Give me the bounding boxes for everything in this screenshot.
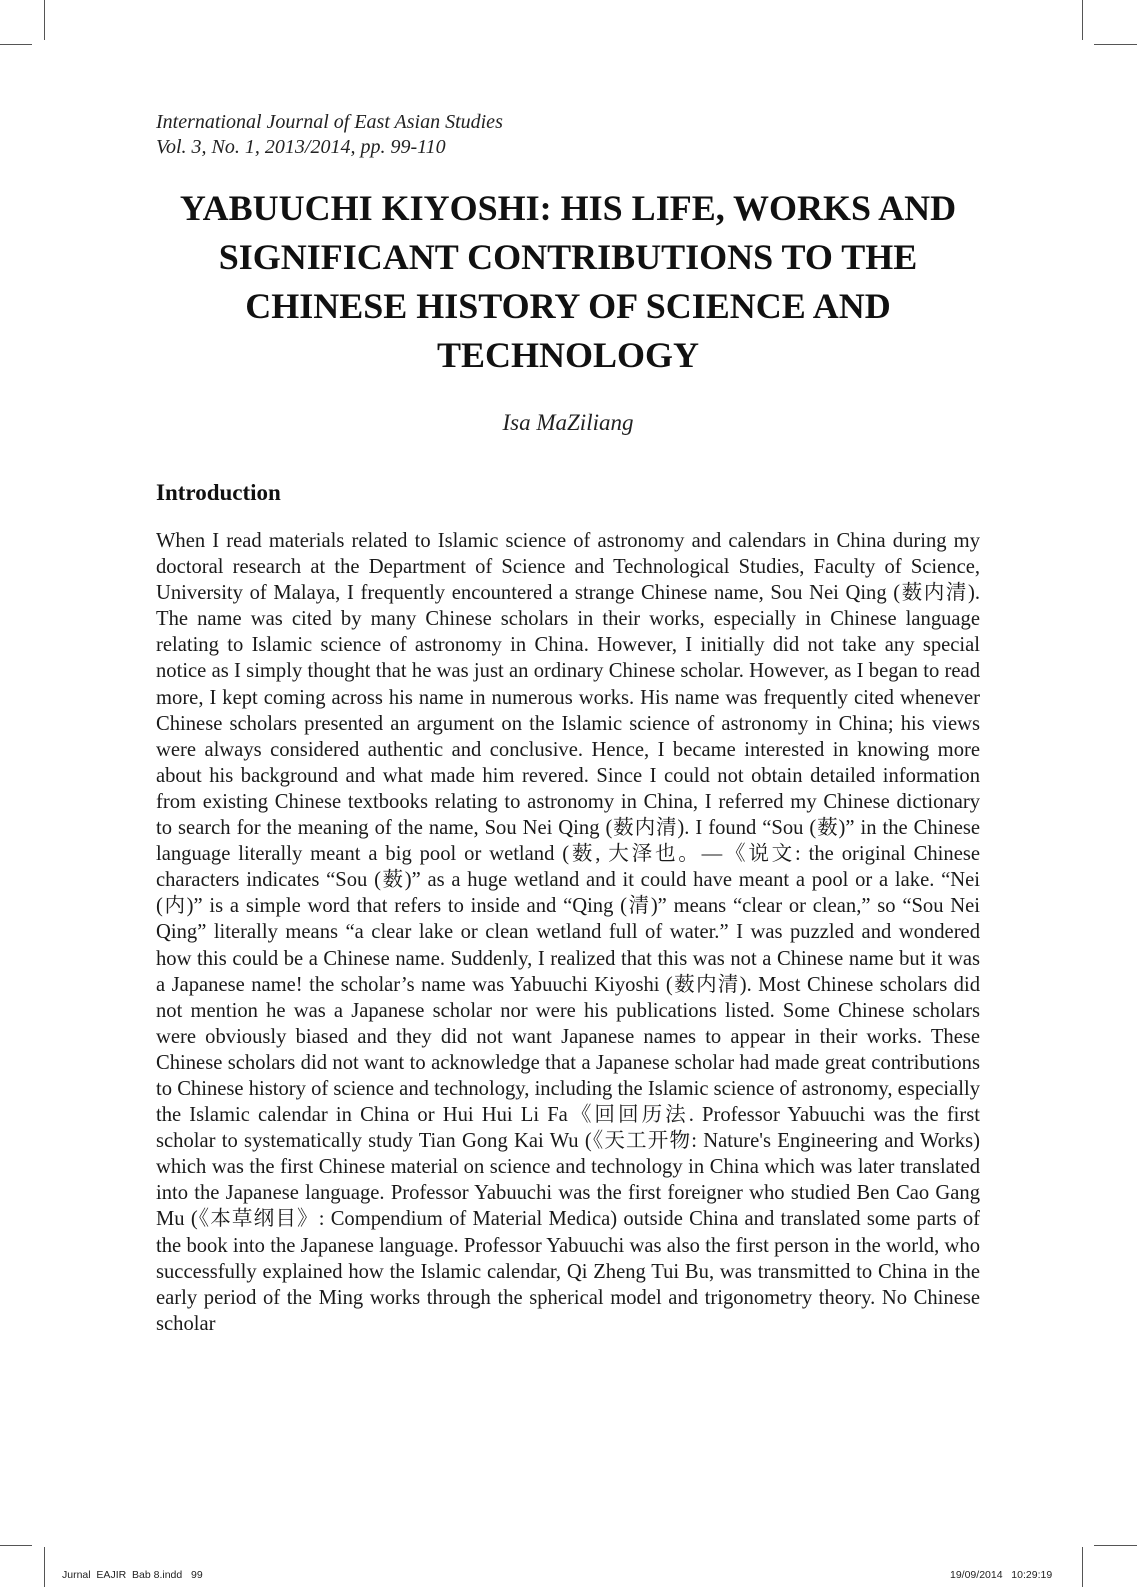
journal-volume: Vol. 3, No. 1, 2013/2014, pp. 99-110 xyxy=(156,136,446,158)
article-title: YABUUCHI KIYOSHI: HIS LIFE, WORKS AND SIGNIFICANT CONTRIBUTIONS TO THE CHINESE HISTORY OF SCIENCE AND TECHNOLOGY xyxy=(179,188,957,375)
journal-header xyxy=(156,110,503,160)
article-author: Isa MaZiliang xyxy=(502,410,634,435)
journal-name: International Journal of East Asian Studies xyxy=(156,111,503,133)
slug-timestamp: 19/09/2014 10:29:19 xyxy=(950,1569,1053,1581)
crop-mark xyxy=(0,44,32,45)
crop-mark xyxy=(1082,1547,1083,1587)
crop-mark xyxy=(44,0,45,40)
section-heading: Introduction xyxy=(156,480,281,505)
crop-mark xyxy=(0,1545,32,1546)
slug-file: Jurnal EAJIR Bab 8.indd 99 xyxy=(62,1569,203,1581)
crop-mark xyxy=(1082,0,1083,40)
crop-mark xyxy=(1094,44,1137,45)
crop-mark xyxy=(1094,1545,1137,1546)
body-paragraph: When I read materials related to Islamic science of astronomy and calendars in China during my doctoral research at the Department of Science and Technological Studies, Faculty of Science, University of Malaya, I frequently encountered a strange Chinese name, Sou Nei Qing (薮内清). The name was cited by many Chinese scholars in their works, especially in Chinese language relating to Islamic science of astronomy in China. However, I initially did not take any special notice as I simply thought that he was just an ordinary Chinese scholar. However, as I began to read more, I kept coming across his name in numerous works. His name was frequently cited whenever Chinese scholars presented an argument on the Islamic science of astronomy in China; his views were always considered authentic and conclusive. Hence, I became interested in knowing more about his background and what made him revered. Since I could not obtain detailed information from existing Chinese textbooks relating to astronomy in China, I referred my Chinese dictionary to search for the meaning of the name, Sou Nei Qing (薮内清). I found “Sou (薮)” in the Chinese language literally meant a big pool or wetland (薮, 大泽也。—《说文: the original Chinese characters indicates “Sou (薮)” as a huge wetland and it could have meant a pool or a lake. “Nei (内)” is a simple word that refers to inside and “Qing (清)” means “clear or clean,” so “Sou Nei Qing” literally means “a clear lake or clean wetland full of water.” I was puzzled and wondered how this could be a Chinese name. Suddenly, I realized that this was not a Chinese name but it was a Japanese name! the scholar’s name was Yabuuchi Kiyoshi (薮内清). Most Chinese scholars did not mention he was a Japanese scholar nor were his publications listed. Some Chinese scholars were obviously biased and they did not want Japanese names to appear in their works. These Chinese scholars did not want to acknowledge that a Japanese scholar had made great contributions to Chinese history of science and technology, including the Islamic science of astronomy, especially the Islamic calendar in China or Hui Hui Li Fa《回回历法. Professor Yabuuchi was the first scholar to systematically study Tian Gong Kai Wu (《天工开物: Nature's Engineering and Works) which was the first Chinese material on science and technology in China which was later translated into the Japanese language. Professor Yabuuchi was the first foreigner who studied Ben Cao Gang Mu (《本草纲目》: Compendium of Material Medica) outside China and translated some parts of the book into the Japanese language. Professor Yabuuchi was also the first person in the world, who successfully explained how the Islamic calendar, Qi Zheng Tui Bu, was transmitted to China in the early period of the Ming works through the spherical model and trigonometry theory. No Chinese scholar xyxy=(156,530,980,1335)
crop-mark xyxy=(44,1547,45,1587)
